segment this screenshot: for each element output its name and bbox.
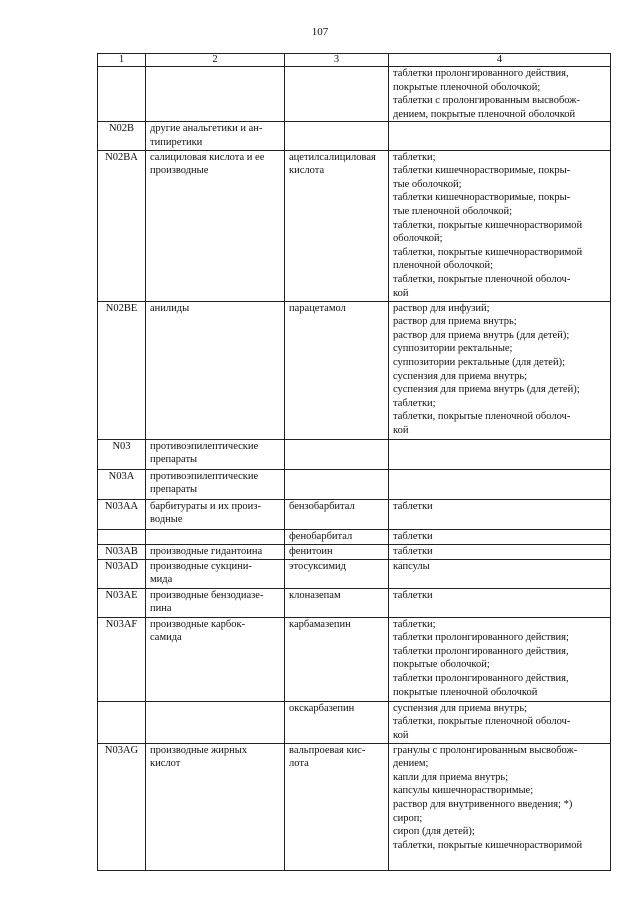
group-line: противоэпилептические: [150, 470, 259, 482]
atc-code-cell: [98, 701, 146, 743]
table-row: [98, 499, 611, 529]
table-row: [98, 67, 611, 122]
atc-code-cell: N03: [98, 439, 146, 469]
group-line: мида: [150, 574, 173, 586]
atc-code-cell: N03AD: [98, 559, 146, 588]
dosage-form-line: таблетки: [393, 500, 433, 512]
group-line: производные гидантоина: [150, 545, 263, 557]
dosage-form-line: раствор для инфузий;: [393, 302, 490, 314]
dosage-form-line: раствор для приема внутрь;: [393, 316, 517, 328]
group-line: производные жирных: [150, 744, 248, 756]
dosage-forms-cell: [389, 499, 611, 529]
substance-cell: [285, 559, 389, 588]
substance-line: вальпроевая кис-: [289, 744, 366, 756]
dosage-form-line: кой: [393, 729, 409, 741]
substance-cell: [285, 150, 389, 301]
substance-cell: [285, 301, 389, 439]
substance-cell: [285, 499, 389, 529]
dosage-forms-cell: [389, 544, 611, 559]
substance-cell: [285, 439, 389, 469]
medicines-table: [97, 53, 611, 871]
table-row: [98, 150, 611, 301]
table-row: [98, 701, 611, 743]
dosage-forms-cell: [389, 559, 611, 588]
dosage-form-line: гранулы с пролонгированным высвобож-: [393, 744, 578, 756]
substance-line: фенитоин: [289, 545, 333, 557]
column-header: 3: [285, 54, 389, 67]
dosage-form-line: покрытые оболочкой;: [393, 659, 490, 671]
group-cell: [146, 559, 285, 588]
group-line: другие анальгетики и ан-: [150, 123, 263, 135]
table-row: [98, 544, 611, 559]
dosage-form-line: тые оболочкой;: [393, 178, 462, 190]
group-cell: [146, 301, 285, 439]
dosage-form-line: тые пленочной оболочкой;: [393, 205, 512, 217]
substance-cell: [285, 743, 389, 870]
dosage-form-line: кой: [393, 424, 409, 436]
dosage-forms-cell: [389, 701, 611, 743]
dosage-form-line: оболочкой;: [393, 233, 443, 245]
atc-code-cell: N03A: [98, 469, 146, 499]
dosage-form-line: таблетки, покрытые пленочной оболоч-: [393, 716, 571, 728]
substance-line: кислота: [289, 165, 325, 177]
substance-cell: [285, 469, 389, 499]
atc-code-cell: N03AF: [98, 617, 146, 701]
substance-line: этосуксимид: [289, 560, 346, 572]
dosage-form-line: таблетки, покрытые пленочной оболоч-: [393, 273, 571, 285]
substance-line: ацетилсалициловая: [289, 151, 376, 163]
group-line: производные сукцини-: [150, 560, 252, 572]
dosage-form-line: таблетки, покрытые кишечнорастворимой: [393, 219, 583, 231]
group-line: водные: [150, 514, 183, 526]
dosage-form-line: кой: [393, 287, 409, 299]
substance-cell: [285, 617, 389, 701]
group-cell: [146, 439, 285, 469]
substance-cell: [285, 701, 389, 743]
group-cell: [146, 499, 285, 529]
dosage-form-line: таблетки, покрытые кишечнорастворимой: [393, 246, 583, 258]
substance-line: бензобарбитал: [289, 500, 355, 512]
group-line: производные бензодиазе-: [150, 589, 264, 601]
group-line: препараты: [150, 454, 198, 466]
dosage-forms-cell: [389, 122, 611, 150]
dosage-form-line: таблетки, покрытые кишечнорастворимой: [393, 839, 583, 851]
dosage-form-line: покрытые пленочной оболочкой: [393, 686, 538, 698]
dosage-form-line: суппозитории ректальные (для детей);: [393, 356, 565, 368]
atc-code-cell: N02BE: [98, 301, 146, 439]
dosage-form-line: таблетки: [393, 530, 433, 542]
group-cell: [146, 588, 285, 617]
dosage-form-line: таблетки: [393, 589, 433, 601]
atc-code-cell: N03AE: [98, 588, 146, 617]
table-row: [98, 301, 611, 439]
substance-cell: [285, 544, 389, 559]
group-cell: [146, 122, 285, 150]
column-header: 2: [146, 54, 285, 67]
atc-code-cell: N02B: [98, 122, 146, 150]
table-row: [98, 617, 611, 701]
atc-code-cell: N03AA: [98, 499, 146, 529]
dosage-form-line: таблетки пролонгированного действия,: [393, 672, 569, 684]
table-header-row: [98, 54, 611, 67]
dosage-form-line: суспензия для приема внутрь;: [393, 702, 528, 714]
group-line: препараты: [150, 484, 198, 496]
group-line: производные: [150, 165, 209, 177]
atc-code-cell: N03AG: [98, 743, 146, 870]
substance-line: лота: [289, 758, 309, 770]
dosage-form-line: таблетки кишечнорастворимые, покры-: [393, 192, 571, 204]
dosage-forms-cell: [389, 150, 611, 301]
page-number: 107: [311, 26, 329, 38]
atc-code-cell: N02BA: [98, 150, 146, 301]
group-cell: [146, 743, 285, 870]
dosage-forms-cell: [389, 67, 611, 122]
substance-line: клоназепам: [289, 589, 341, 601]
dosage-form-line: сироп (для детей);: [393, 826, 475, 838]
table-row: [98, 743, 611, 870]
atc-code-cell: [98, 67, 146, 122]
group-line: анилиды: [150, 302, 190, 314]
group-cell: [146, 150, 285, 301]
dosage-form-line: капли для приема внутрь;: [393, 771, 509, 783]
dosage-form-line: таблетки;: [393, 397, 436, 409]
dosage-forms-cell: [389, 617, 611, 701]
table-row: [98, 529, 611, 544]
dosage-form-line: таблетки: [393, 545, 433, 557]
dosage-form-line: капсулы кишечнорастворимые;: [393, 785, 534, 797]
substance-line: окскарбазепин: [289, 702, 355, 714]
group-cell: [146, 617, 285, 701]
group-cell: [146, 701, 285, 743]
group-cell: [146, 529, 285, 544]
dosage-form-line: таблетки;: [393, 618, 436, 630]
substance-cell: [285, 588, 389, 617]
group-line: кислот: [150, 758, 181, 770]
dosage-form-line: таблетки;: [393, 151, 436, 163]
dosage-form-line: суспензия для приема внутрь;: [393, 370, 528, 382]
group-cell: [146, 544, 285, 559]
group-line: салициловая кислота и ее: [150, 151, 265, 163]
dosage-forms-cell: [389, 588, 611, 617]
column-header: 1: [98, 54, 146, 67]
dosage-form-line: таблетки пролонгированного действия;: [393, 632, 569, 644]
group-line: типиретики: [150, 136, 203, 148]
dosage-forms-cell: [389, 529, 611, 544]
dosage-form-line: таблетки с пролонгированным высвобож-: [393, 95, 581, 107]
substance-cell: [285, 529, 389, 544]
dosage-form-line: пленочной оболочкой;: [393, 260, 494, 272]
substance-line: карбамазепин: [289, 618, 351, 630]
dosage-form-line: сироп;: [393, 812, 423, 824]
group-line: производные карбок-: [150, 618, 246, 630]
substance-cell: [285, 67, 389, 122]
table-row: [98, 122, 611, 150]
dosage-form-line: покрытые пленочной оболочкой;: [393, 81, 541, 93]
substance-cell: [285, 122, 389, 150]
atc-code-cell: N03AB: [98, 544, 146, 559]
table-row: [98, 559, 611, 588]
group-line: барбитураты и их произ-: [150, 500, 261, 512]
dosage-form-line: суппозитории ректальные;: [393, 343, 513, 355]
dosage-form-line: дением, покрытые пленочной оболочкой: [393, 108, 576, 120]
dosage-form-line: капсулы: [393, 560, 430, 572]
dosage-form-line: таблетки пролонгированного действия,: [393, 68, 569, 79]
dosage-forms-cell: [389, 469, 611, 499]
group-line: пина: [150, 603, 172, 615]
group-cell: [146, 67, 285, 122]
group-line: противоэпилептические: [150, 440, 259, 452]
dosage-form-line: таблетки, покрытые пленочной оболоч-: [393, 411, 571, 423]
dosage-form-line: раствор для внутривенного введения; *): [393, 798, 573, 810]
dosage-form-line: таблетки кишечнорастворимые, покры-: [393, 165, 571, 177]
dosage-forms-cell: [389, 301, 611, 439]
table-row: [98, 469, 611, 499]
group-line: самида: [150, 632, 182, 644]
dosage-forms-cell: [389, 743, 611, 870]
group-cell: [146, 469, 285, 499]
substance-line: фенобарбитал: [289, 530, 353, 542]
atc-code-cell: [98, 529, 146, 544]
dosage-form-line: дением;: [393, 758, 429, 770]
dosage-form-line: раствор для приема внутрь (для детей);: [393, 329, 570, 341]
column-header: 4: [389, 54, 611, 67]
dosage-forms-cell: [389, 439, 611, 469]
dosage-form-line: таблетки пролонгированного действия,: [393, 645, 569, 657]
table-row: [98, 439, 611, 469]
table-row: [98, 588, 611, 617]
substance-line: парацетамол: [289, 302, 346, 314]
dosage-form-line: суспензия для приема внутрь (для детей);: [393, 384, 580, 396]
